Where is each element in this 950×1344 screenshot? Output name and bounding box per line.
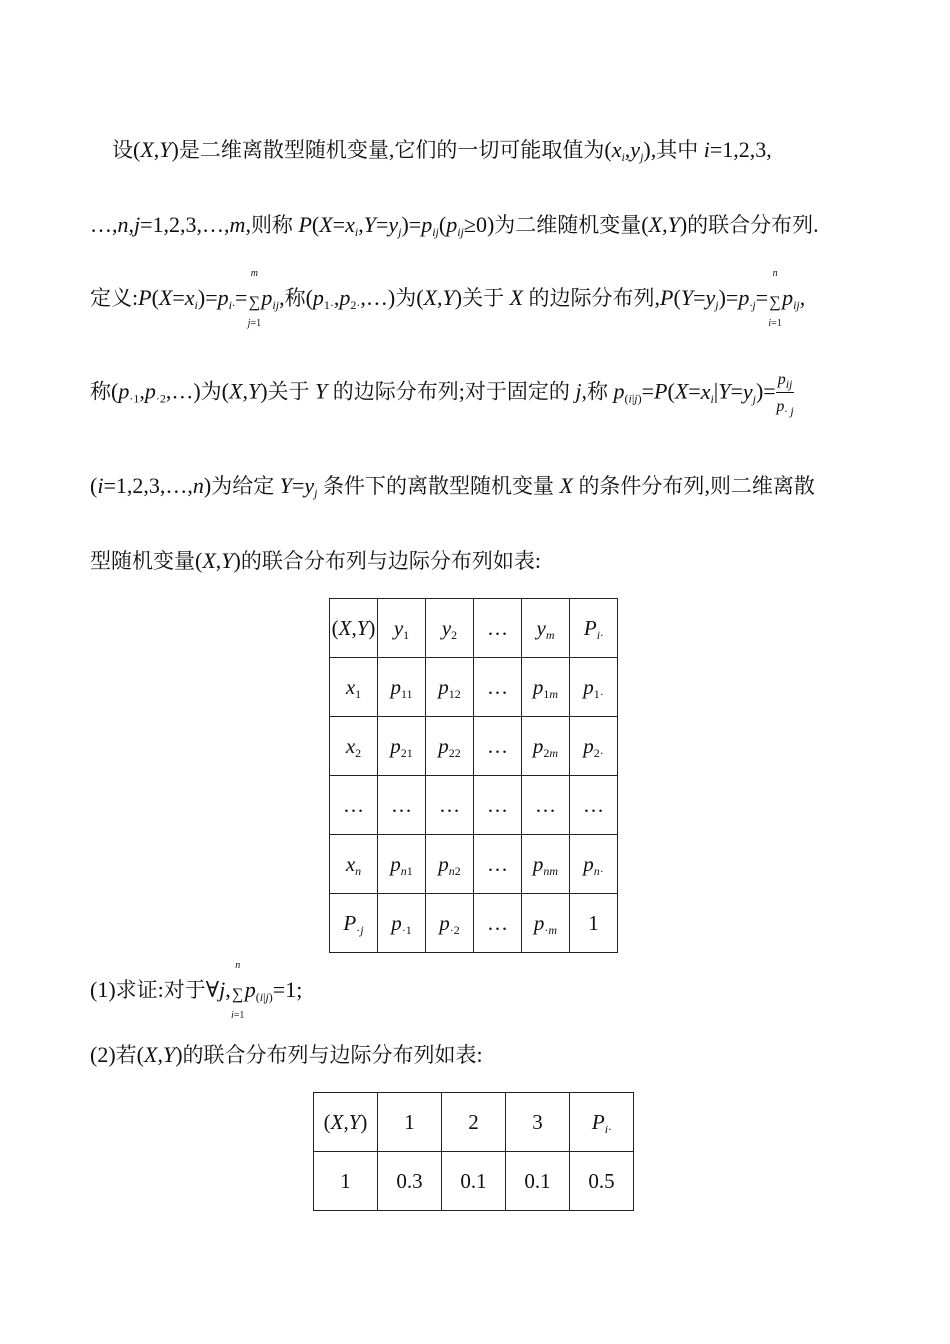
text-cn: 它们的一切可能取值为	[394, 138, 605, 162]
table-cell: $p_{\cdot 1}$	[378, 894, 426, 953]
table-cell: $y_2$	[426, 599, 474, 658]
text-cn: 设	[112, 138, 133, 162]
table-cell: (X,Y)	[314, 1093, 378, 1152]
table-cell: $p_{1m}$	[522, 658, 570, 717]
table-cell: (X,Y)	[330, 599, 378, 658]
text-cn: 条件下的离散型随机变量	[322, 474, 554, 498]
text-cn: 为	[395, 286, 417, 310]
table-cell: $p_{2m}$	[522, 717, 570, 776]
table-cell: $x_1$	[330, 658, 378, 717]
text-cn: 称	[587, 379, 609, 404]
text-cn: 关于	[267, 379, 310, 404]
table-cell: 0.1	[442, 1152, 506, 1211]
table-cell: …	[474, 835, 522, 894]
table-header-row	[330, 599, 618, 658]
table-header-row	[314, 1093, 634, 1152]
text-cn: 则二维离散	[709, 474, 815, 498]
table-cell: …	[474, 717, 522, 776]
question-2: (2)若(X,Y)的联合分布列与边际分布列如表:	[90, 1042, 483, 1067]
text-cn: 为给定	[211, 474, 275, 498]
table-cell: $p_{21}$	[378, 717, 426, 776]
text-cn: 称	[90, 379, 111, 404]
text-cn: 为二维随机变量	[494, 213, 642, 237]
text-cn: 是二维离散型随机变量	[178, 138, 389, 162]
text-cn: 其中	[656, 138, 699, 162]
table-row	[330, 776, 618, 835]
table-cell: …	[474, 599, 522, 658]
text-cn: 称	[284, 286, 306, 310]
table-cell: $p_{n2}$	[426, 835, 474, 894]
table-cell: 0.3	[378, 1152, 442, 1211]
question-label: (2)	[90, 1042, 116, 1067]
table-cell: $x_2$	[330, 717, 378, 776]
text-cn: 的边际分布列	[332, 379, 459, 404]
table-cell: $y_m$	[522, 599, 570, 658]
joint-distribution-table	[329, 598, 618, 953]
table-cell: 0.5	[570, 1152, 634, 1211]
table-row	[330, 658, 618, 717]
text-cn: 对于	[163, 978, 206, 1002]
sum-symbol: m ∑ j=1	[247, 267, 262, 329]
table-cell: $P_{i\cdot}$	[570, 1093, 634, 1152]
text-cn: 的联合分布列与边际分布列如表	[182, 1043, 477, 1067]
table-cell: 1	[378, 1093, 442, 1152]
table-cell: …	[522, 776, 570, 835]
table-cell: $p_{11}$	[378, 658, 426, 717]
text-cn: 的联合分布列	[687, 213, 814, 237]
table-cell: …	[426, 776, 474, 835]
table-cell: $p_{1\cdot}$	[570, 658, 618, 717]
text-cn: 对于固定的	[464, 379, 570, 404]
text-cn: 则称	[250, 213, 293, 237]
para-line-6: 型随机变量(X,Y)的联合分布列与边际分布列如表:	[90, 548, 541, 573]
table-cell: …	[474, 894, 522, 953]
table-cell: $y_1$	[378, 599, 426, 658]
table-cell: …	[474, 776, 522, 835]
text-cn: 关于	[462, 286, 505, 310]
table-cell: …	[330, 776, 378, 835]
table-cell: $p_{nm}$	[522, 835, 570, 894]
para-line-1: 设(X,Y)是二维离散型随机变量,它们的一切可能取值为$(x_i,y_j)$,其中 i=1,2,3,	[112, 137, 772, 164]
sum-symbol: n ∑ i=1	[768, 267, 782, 329]
text-cn: 求证	[115, 978, 158, 1002]
table-row	[314, 1152, 634, 1211]
table-cell: …	[570, 776, 618, 835]
table-cell: $p_{\cdot 2}$	[426, 894, 474, 953]
table-cell: 1	[570, 894, 618, 953]
table-cell: 3	[506, 1093, 570, 1152]
text-cn: 为	[200, 379, 222, 404]
text-cn: 的条件分布列	[578, 474, 705, 498]
text-cn: 定义	[90, 286, 132, 310]
table-row	[330, 717, 618, 776]
table-cell: $p_{\cdot m}$	[522, 894, 570, 953]
text-cn: 的联合分布列与边际分布列如表	[240, 549, 535, 573]
para-line-2: …,n,j=1,2,3,…,m,则称 $P(X=x_i,Y=y_j)=p_{ij}(p_{ij}\ge 0)$为二维随机变量(X,Y)的联合分布列.	[90, 212, 819, 239]
question-label: (1)	[90, 977, 116, 1002]
table-cell: 2	[442, 1093, 506, 1152]
para-line-3: 定义$:P(X=x_i)=p_{i\cdot}=$ m ∑ j=1 $p_{ij}$,称$(p_{1\cdot},p_{2\cdot},\dots)$为(X,Y)关于 X 的边际分布列$,P(Y=y_j)=p_{\cdot j}=$ n ∑ i=1 $p_{ij}$,	[90, 267, 806, 329]
table-cell: 1	[314, 1152, 378, 1211]
table-cell: …	[474, 658, 522, 717]
table-cell: …	[378, 776, 426, 835]
para-line-4: 称$(p_{\cdot 1},p_{\cdot 2},\dots)$为(X,Y)关于 Y 的边际分布列;对于固定的 j,称 $p_{(i|j)}=P(X=x_i|Y=y_j)=$ $\frac{p_{ij}}{p_{\cdot j}}$	[90, 371, 794, 418]
table-cell: $p_{22}$	[426, 717, 474, 776]
text-cn: 型随机变量	[90, 549, 195, 573]
table-row	[330, 835, 618, 894]
table-cell: $P_{\cdot j}$	[330, 894, 378, 953]
table-cell: $p_{n\cdot}$	[570, 835, 618, 894]
table-row	[330, 894, 618, 953]
example-distribution-table	[313, 1092, 634, 1211]
sum-symbol: n ∑ i=1	[230, 959, 245, 1021]
table-cell: $p_{2\cdot}$	[570, 717, 618, 776]
fraction: $\frac{p_{ij}}{p_{\cdot j}}$	[776, 371, 794, 418]
text-cn: 的边际分布列	[528, 286, 655, 310]
table-cell: 0.1	[506, 1152, 570, 1211]
text-cn: 若	[115, 1043, 137, 1067]
question-1: (1)求证:对于∀j, n ∑ i=1 $p_{(i|j)}=1$;	[90, 959, 303, 1021]
table-cell: $p_{12}$	[426, 658, 474, 717]
table-cell: $x_n$	[330, 835, 378, 894]
table-cell: $p_{n1}$	[378, 835, 426, 894]
table-cell: $P_{i\cdot}$	[570, 599, 618, 658]
para-line-5: (i=1,2,3,…,n)为给定 $Y=y_j$ 条件下的离散型随机变量 X 的条件分布列,则二维离散	[90, 473, 815, 500]
